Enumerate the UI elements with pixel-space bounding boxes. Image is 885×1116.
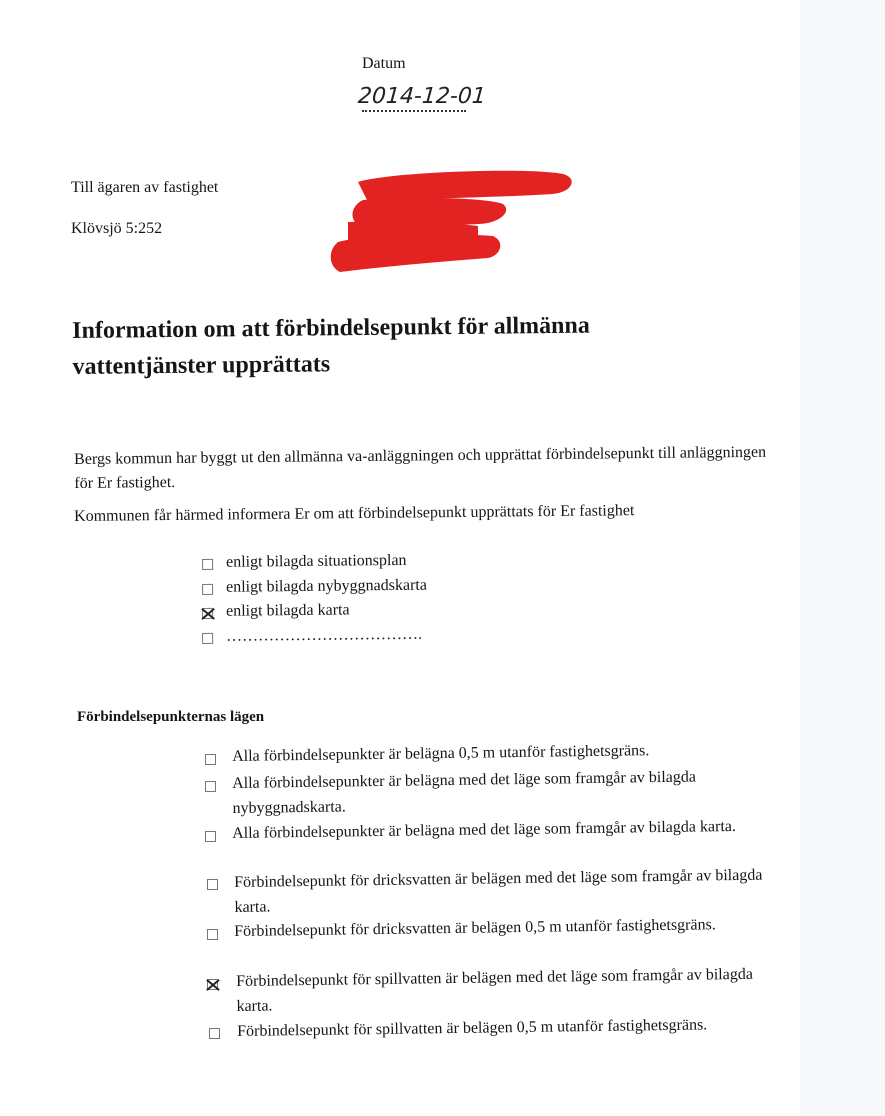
intro-paragraph: Bergs kommun har byggt ut den allmänna va-anläggningen och upprättat förbindelsepunkt till anläggningen för Er fastighet. [74, 443, 767, 492]
location-item: Förbindelsepunkt för spillvatten är belägen 0,5 m utanför fastighetsgräns. [237, 1016, 708, 1040]
recipient-label: Till ägaren av fastighet [71, 179, 219, 196]
location-item: Alla förbindelsepunkter är belägna 0,5 m utanför fastighetsgräns. [232, 742, 650, 765]
date-underline [362, 110, 466, 112]
location-item: Förbindelsepunkt för dricksvatten är belägen 0,5 m utanför fastighetsgräns. [234, 916, 716, 940]
checkbox-empty [207, 929, 218, 940]
location-item: Alla förbindelsepunkter är belägna med det läge som framgår av bilagda karta. [232, 817, 737, 842]
checkbox-empty [205, 754, 216, 765]
location-item: Förbindelsepunkt för spillvatten är belägen med det läge som framgår av bilagda karta. [236, 965, 753, 1015]
checkbox-empty [207, 879, 218, 890]
checkbox-checked [202, 608, 213, 619]
checkbox-empty [202, 584, 213, 595]
section-heading: Förbindelsepunkternas lägen [77, 709, 265, 725]
checkbox-empty [205, 781, 216, 792]
property-id: Klövsjö 5:252 [71, 220, 163, 237]
checkbox-checked [207, 979, 218, 990]
option-label: ………………………………. [225, 625, 423, 645]
redaction-mark [328, 162, 578, 277]
checkbox-empty [209, 1028, 220, 1039]
location-item: Alla förbindelsepunkter är belägna med det läge som framgår av bilagda nybyggnadskarta. [232, 768, 697, 817]
page-background-margin [800, 0, 885, 1116]
notice-paragraph: Kommunen får härmed informera Er om att förbindelsepunkt upprättats för Er fastighet [74, 502, 635, 525]
option-label: enligt bilagda karta [225, 601, 350, 620]
document-title: Information om att förbindelsepunkt för allmänna vattentjänster upprättats [72, 312, 590, 380]
option-label: enligt bilagda situationsplan [225, 551, 407, 571]
date-label: Datum [362, 55, 406, 72]
date-handwritten: 2014-12-01 [357, 84, 487, 109]
checkbox-empty [202, 633, 213, 644]
location-item: Förbindelsepunkt för dricksvatten är belägen med det läge som framgår av bilagda karta. [234, 866, 763, 916]
option-label: enligt bilagda nybyggnadskarta [225, 576, 428, 596]
checkbox-empty [202, 559, 213, 570]
checkbox-empty [205, 831, 216, 842]
